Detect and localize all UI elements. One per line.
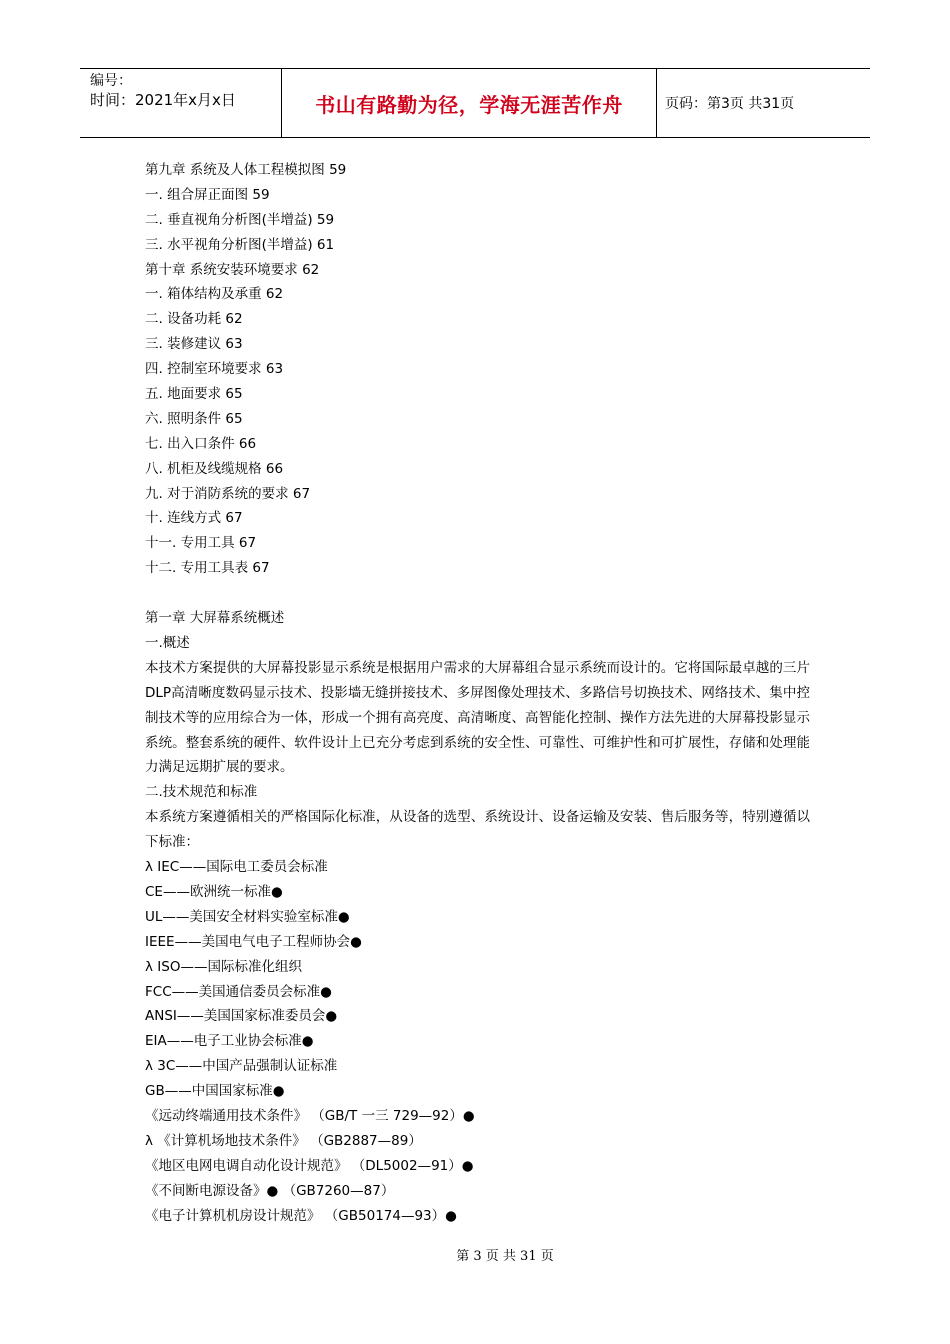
- standard-item: 《电子计算机机房设计规范》 （GB50174—93）●: [145, 1207, 457, 1224]
- toc-item: 五. 地面要求 65: [145, 386, 243, 403]
- toc-item: 三. 装修建议 63: [145, 336, 243, 353]
- standard-item: ANSI——美国国家标准委员会●: [145, 1008, 338, 1025]
- header-motto-cell: [281, 69, 657, 137]
- standard-item: CE——欧洲统一标准●: [145, 883, 283, 900]
- toc-item: 第十章 系统安装环境要求 62: [145, 261, 320, 278]
- toc-item: 七. 出入口条件 66: [145, 435, 257, 452]
- number-label: 编号：: [90, 73, 132, 89]
- toc-item: 二. 垂直视角分析图(半增益) 59: [145, 211, 335, 228]
- toc-item: 十二. 专用工具表 67: [145, 560, 270, 577]
- page-footer: [0, 1245, 950, 1264]
- section-title: 二.技术规范和标准: [145, 784, 258, 801]
- toc-item: 二. 设备功耗 62: [145, 311, 243, 328]
- overview-paragraph: 本技术方案提供的大屏幕投影显示系统是根据用户需求的大屏幕组合显示系统而设计的。它将国际最卓越的三片DLP高清晰度数码显示技术、投影墙无缝拼接技术、多屏图像处理技术、多路信号切换技术、网络技术、集中控制技术等的应用综合为一体，形成一个拥有高亮度、高清晰度、高智能化控制、操作方法先进的大屏幕投影显示系统。整套系统的硬件、软件设计上已充分考虑到系统的安全性、可靠性、可维护性和可扩展性，存储和处理能力满足远期扩展的要求。: [145, 659, 810, 776]
- standard-item: 《地区电网电调自动化设计规范》 （DL5002—91）●: [145, 1157, 474, 1174]
- toc-item: 十. 连线方式 67: [145, 510, 243, 527]
- standard-item: λ ISO——国际标准化组织: [145, 958, 302, 975]
- standard-item: λ 3C——中国产品强制认证标准: [145, 1058, 338, 1075]
- header-meta-cell: [80, 69, 281, 137]
- toc-item: 九. 对于消防系统的要求 67: [145, 485, 311, 502]
- toc-item: 一. 组合屏正面图 59: [145, 186, 270, 203]
- toc-item: 三. 水平视角分析图(半增益) 61: [145, 236, 335, 253]
- table-of-contents: [145, 158, 810, 581]
- toc-item: 一. 箱体结构及承重 62: [145, 286, 284, 303]
- page-header: [80, 68, 870, 138]
- standard-item: FCC——美国通信委员会标准●: [145, 983, 332, 1000]
- standard-item: EIA——电子工业协会标准●: [145, 1033, 314, 1050]
- standard-item: λ 《计算机场地技术条件》 （GB2887—89）: [145, 1132, 422, 1149]
- motto-text: 书山有路勤为径，学海无涯苦作舟: [315, 92, 623, 117]
- toc-item: 八. 机柜及线缆规格 66: [145, 460, 284, 477]
- page-code: 页码：第3页 共31页: [665, 96, 795, 112]
- toc-item: 十一. 专用工具 67: [145, 535, 257, 552]
- chapter-title: 第一章 大屏幕系统概述: [145, 610, 285, 627]
- toc-item: 四. 控制室环境要求 63: [145, 361, 284, 378]
- standards-intro-paragraph: 本系统方案遵循相关的严格国际化标准，从设备的选型、系统设计、设备运输及安装、售后服务等，特别遵循以下标准：: [145, 809, 810, 851]
- standard-item: GB——中国国家标准●: [145, 1083, 285, 1100]
- standard-item: 《不间断电源设备》● （GB7260—87）: [145, 1182, 395, 1199]
- section-title: 一.概述: [145, 634, 190, 651]
- standard-item: 《远动终端通用技术条件》 （GB/T 一三 729—92）●: [145, 1107, 475, 1124]
- standards-list: [145, 855, 810, 1228]
- toc-item: 六. 照明条件 65: [145, 410, 243, 427]
- footer-page-number: 第 3 页 共 31 页: [456, 1249, 554, 1264]
- header-page-cell: [657, 69, 870, 137]
- time-label: 时间：2021年x月x日: [90, 91, 236, 109]
- standard-item: λ IEC——国际电工委员会标准: [145, 859, 328, 876]
- document-body: [145, 158, 810, 1228]
- standard-item: UL——美国安全材料实验室标准●: [145, 908, 350, 925]
- spacer: [145, 581, 810, 606]
- standard-item: IEEE——美国电气电子工程师协会●: [145, 933, 362, 950]
- toc-item: 第九章 系统及人体工程模拟图 59: [145, 162, 347, 178]
